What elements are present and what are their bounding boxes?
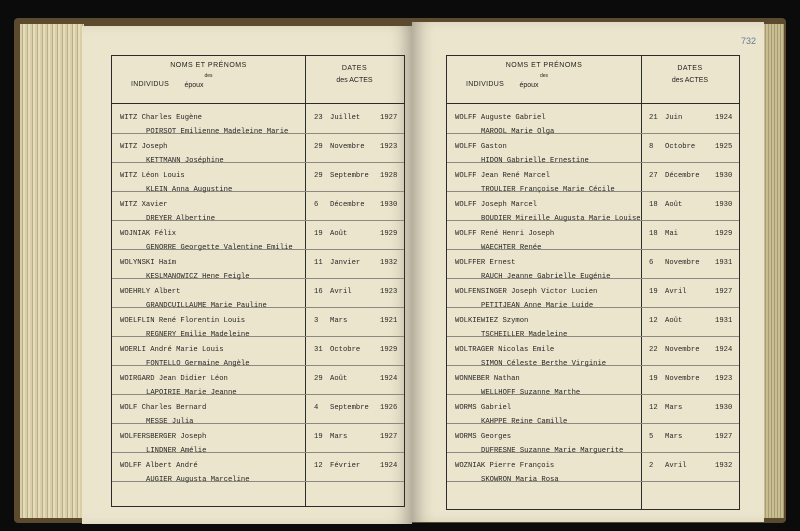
act-day: 12 bbox=[649, 404, 658, 412]
act-month: Septembre bbox=[330, 404, 369, 412]
epoux-label: époux bbox=[519, 82, 539, 89]
act-day: 19 bbox=[314, 433, 323, 441]
husband-name: WOEHRLY Albert bbox=[120, 288, 181, 296]
act-day: 11 bbox=[314, 259, 323, 267]
husband-name: WOLFFER Ernest bbox=[455, 259, 516, 267]
act-year: 1924 bbox=[380, 462, 398, 470]
husband-name: WITZ Xavier bbox=[120, 201, 168, 209]
husband-name: WOLYNSKI Haïm bbox=[120, 259, 177, 267]
act-month: Décembre bbox=[665, 172, 700, 180]
act-day: 21 bbox=[649, 114, 658, 122]
husband-name: WOJNIAK Félix bbox=[120, 230, 177, 238]
act-day: 2 bbox=[649, 462, 654, 470]
act-year: 1925 bbox=[715, 143, 733, 151]
column-divider bbox=[641, 56, 642, 509]
right-register-table bbox=[446, 55, 740, 510]
wife-name: AUGIER Augusta Marceline bbox=[146, 476, 250, 484]
wife-name: DREYER Albertine bbox=[146, 215, 216, 223]
act-year: 1923 bbox=[380, 143, 398, 151]
dates-header: DATES bbox=[341, 65, 368, 72]
act-month: Novembre bbox=[665, 259, 700, 267]
wife-name: DUFRESNE Suzanne Marie Marguerite bbox=[481, 447, 624, 455]
act-day: 31 bbox=[314, 346, 323, 354]
wife-name: WAECHTER Renée bbox=[481, 244, 542, 252]
des-actes-label: des ACTES bbox=[336, 77, 373, 84]
act-year: 1924 bbox=[380, 375, 398, 383]
act-year: 1926 bbox=[380, 404, 398, 412]
wife-name: SIMON Céleste Berthe Virginie bbox=[481, 360, 607, 368]
act-month: Juillet bbox=[330, 114, 361, 122]
act-day: 16 bbox=[314, 288, 323, 296]
names-header: NOMS ET PRÉNOMS bbox=[170, 62, 247, 69]
individus-label: INDIVIDUS bbox=[465, 81, 505, 88]
husband-name: WOLFF René Henri Joseph bbox=[455, 230, 555, 238]
wife-name: LINDNER Amélie bbox=[146, 447, 207, 455]
act-day: 6 bbox=[314, 201, 319, 209]
husband-name: WOLFERSBERGER Joseph bbox=[120, 433, 207, 441]
act-month: Mars bbox=[665, 404, 683, 412]
act-year: 1930 bbox=[715, 172, 733, 180]
act-day: 29 bbox=[314, 375, 323, 383]
wife-name: RAUCH Jeanne Gabrielle Eugénie bbox=[481, 273, 611, 281]
husband-name: WOLKIEWIEZ Szymon bbox=[455, 317, 529, 325]
individus-label: INDIVIDUS bbox=[130, 81, 170, 88]
act-year: 1924 bbox=[715, 346, 733, 354]
act-day: 12 bbox=[649, 317, 658, 325]
act-month: Août bbox=[665, 201, 683, 209]
act-year: 1928 bbox=[380, 172, 398, 180]
wife-name: MESSE Julia bbox=[146, 418, 194, 426]
act-year: 1931 bbox=[715, 259, 733, 267]
des-label: des bbox=[204, 73, 213, 79]
husband-name: WORMS Gabriel bbox=[455, 404, 512, 412]
act-year: 1927 bbox=[380, 114, 398, 122]
act-day: 19 bbox=[314, 230, 323, 238]
act-day: 12 bbox=[314, 462, 323, 470]
husband-name: WOLFF Gaston bbox=[455, 143, 507, 151]
header-divider bbox=[447, 103, 739, 104]
wife-name: HIDON Gabrielle Ernestine bbox=[481, 157, 589, 165]
husband-name: WOIRGARD Jean Didier Léon bbox=[120, 375, 228, 383]
act-month: Janvier bbox=[330, 259, 361, 267]
wife-name: GENORRE Georgette Valentine Emilie bbox=[146, 244, 293, 252]
act-month: Décembre bbox=[330, 201, 365, 209]
wife-name: LAPOIRIE Marie Jeanne bbox=[146, 389, 237, 397]
wife-name: KETTMANN Joséphine bbox=[146, 157, 224, 165]
act-month: Octobre bbox=[665, 143, 696, 151]
husband-name: WOELFLIN René Florentin Louis bbox=[120, 317, 246, 325]
husband-name: WITZ Charles Eugène bbox=[120, 114, 202, 122]
act-year: 1923 bbox=[380, 288, 398, 296]
page-edges-left bbox=[20, 24, 84, 518]
husband-name: WOLFENSINGER Joseph Victor Lucien bbox=[455, 288, 598, 296]
act-day: 29 bbox=[314, 143, 323, 151]
act-month: Juin bbox=[665, 114, 683, 122]
act-month: Novembre bbox=[665, 346, 700, 354]
act-year: 1923 bbox=[715, 375, 733, 383]
husband-name: WOLFF Joseph Marcel bbox=[455, 201, 537, 209]
wife-name: GRANDCUILLAUME Marie Pauline bbox=[146, 302, 267, 310]
act-year: 1927 bbox=[715, 288, 733, 296]
act-year: 1929 bbox=[380, 230, 398, 238]
husband-name: WOLFF Jean René Marcel bbox=[455, 172, 550, 180]
husband-name: WOLTRAGER Nicolas Emile bbox=[455, 346, 555, 354]
wife-name: PETITJEAN Anne Marie Luide bbox=[481, 302, 594, 310]
husband-name: WOLFF Albert André bbox=[120, 462, 198, 470]
husband-name: WORMS Georges bbox=[455, 433, 512, 441]
act-year: 1921 bbox=[380, 317, 398, 325]
act-month: Avril bbox=[665, 462, 687, 470]
act-month: Novembre bbox=[665, 375, 700, 383]
act-day: 29 bbox=[314, 172, 323, 180]
act-year: 1932 bbox=[380, 259, 398, 267]
act-day: 19 bbox=[649, 375, 658, 383]
act-year: 1929 bbox=[715, 230, 733, 238]
husband-name: WOLF Charles Bernard bbox=[120, 404, 207, 412]
act-year: 1927 bbox=[380, 433, 398, 441]
des-actes-label: des ACTES bbox=[671, 77, 709, 84]
act-month: Février bbox=[330, 462, 361, 470]
act-year: 1930 bbox=[715, 404, 733, 412]
epoux-label: époux bbox=[184, 82, 204, 89]
act-day: 22 bbox=[649, 346, 658, 354]
husband-name: WOERLI André Marie Louis bbox=[120, 346, 224, 354]
act-day: 23 bbox=[314, 114, 323, 122]
act-day: 4 bbox=[314, 404, 319, 412]
act-month: Août bbox=[330, 375, 348, 383]
act-day: 6 bbox=[649, 259, 654, 267]
wife-name: POIRSOT Emilienne Madeleine Marie bbox=[146, 128, 289, 136]
husband-name: WONNEBER Nathan bbox=[455, 375, 520, 383]
husband-name: WOLFF Auguste Gabriel bbox=[455, 114, 546, 122]
act-month: Mars bbox=[330, 317, 348, 325]
act-month: Août bbox=[665, 317, 683, 325]
act-month: Mars bbox=[665, 433, 683, 441]
wife-name: KAHPPE Reine Camille bbox=[481, 418, 568, 426]
wife-name: TSCHEILLER Madeleine bbox=[481, 331, 568, 339]
wife-name: WELLHOFF Suzanne Marthe bbox=[481, 389, 581, 397]
act-month: Septembre bbox=[330, 172, 369, 180]
act-month: Avril bbox=[665, 288, 687, 296]
wife-name: KESLMANOWICZ Hene Feigle bbox=[146, 273, 250, 281]
page-number: 732 bbox=[741, 36, 757, 46]
act-year: 1929 bbox=[380, 346, 398, 354]
husband-name: WITZ Joseph bbox=[120, 143, 168, 151]
wife-name: BOUDIER Mireille Augusta Marie Louise bbox=[481, 215, 641, 223]
act-day: 8 bbox=[649, 143, 654, 151]
husband-name: WITZ Léon Louis bbox=[120, 172, 185, 180]
act-day: 5 bbox=[649, 433, 654, 441]
header-divider bbox=[112, 103, 404, 104]
left-register-table bbox=[111, 55, 405, 507]
column-divider bbox=[305, 56, 306, 506]
husband-name: WOZNIAK Pierre François bbox=[455, 462, 555, 470]
act-month: Octobre bbox=[330, 346, 361, 354]
names-header: NOMS ET PRÉNOMS bbox=[505, 62, 583, 69]
act-month: Mars bbox=[330, 433, 348, 441]
act-year: 1924 bbox=[715, 114, 733, 122]
act-year: 1930 bbox=[380, 201, 398, 209]
act-day: 19 bbox=[649, 288, 658, 296]
act-year: 1927 bbox=[715, 433, 733, 441]
wife-name: TROULIER Françoise Marie Cécile bbox=[481, 186, 615, 194]
act-month: Avril bbox=[330, 288, 352, 296]
wife-name: KLEIN Anna Augustine bbox=[146, 186, 233, 194]
dates-header: DATES bbox=[677, 65, 703, 72]
des-label: des bbox=[539, 73, 549, 79]
act-year: 1932 bbox=[715, 462, 733, 470]
act-month: Août bbox=[330, 230, 348, 238]
wife-name: REGNERY Emilie Madeleine bbox=[146, 331, 250, 339]
act-month: Novembre bbox=[330, 143, 365, 151]
wife-name: MAROOL Marie Olga bbox=[481, 128, 555, 136]
act-day: 3 bbox=[314, 317, 319, 325]
act-year: 1930 bbox=[715, 201, 733, 209]
wife-name: FONTELLO Germaine Angèle bbox=[146, 360, 250, 368]
act-day: 27 bbox=[649, 172, 658, 180]
wife-name: SKOWRON Maria Rosa bbox=[481, 476, 559, 484]
act-day: 18 bbox=[649, 230, 658, 238]
act-day: 18 bbox=[649, 201, 658, 209]
act-month: Mai bbox=[665, 230, 678, 238]
act-year: 1931 bbox=[715, 317, 733, 325]
